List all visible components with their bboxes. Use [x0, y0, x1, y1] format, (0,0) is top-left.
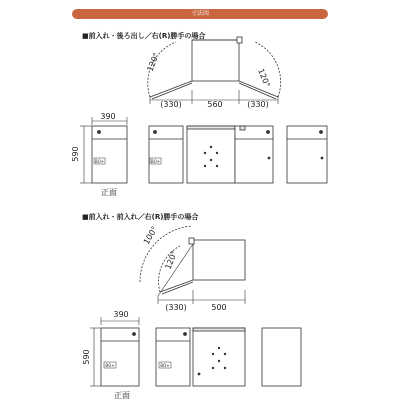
section2-title: ■前入れ・前入れ／右(R)勝手の場合: [82, 213, 199, 221]
label-plate-icon-3: BO+: [105, 363, 115, 368]
label-plate-icon-4: BO+: [160, 363, 170, 368]
plan-view-2: [140, 226, 245, 296]
angle-outer-label: 100°: [141, 224, 160, 246]
dim-330-2: (330): [165, 303, 187, 312]
open-view-2: [193, 328, 245, 386]
dim-560: 560: [207, 100, 223, 109]
front-caption-1: 正面: [101, 188, 117, 197]
right-door: [239, 81, 278, 97]
plan-box: [192, 40, 239, 81]
dim-500: 500: [211, 303, 227, 312]
label-plate-icon: BO+: [94, 159, 105, 164]
height-590-label-2: 590: [82, 349, 91, 365]
front-caption-2: 正面: [114, 391, 130, 400]
height-590-label: 590: [71, 146, 80, 162]
left-door: [150, 81, 192, 97]
angle-right-label: 120°: [256, 67, 272, 89]
label-plate-icon-2: BO+: [150, 159, 161, 164]
angle-left-label: 120°: [145, 51, 162, 73]
dim-right-330: (330): [247, 100, 269, 109]
width-390-label: 390: [100, 112, 116, 121]
header-title: 寸法図: [190, 10, 209, 17]
section1-title: ■前入れ・後ろ出し／右(R)勝手の場合: [82, 32, 206, 40]
front-view-1: [92, 126, 127, 183]
front-view-2: [101, 328, 139, 386]
dim-left-330: (330): [160, 100, 182, 109]
open-view-1: [187, 126, 273, 183]
plan-box-2: [193, 240, 245, 280]
back-view-2: [262, 328, 301, 386]
angle-inner-label: 120°: [163, 249, 180, 271]
width-390-label-2: 390: [113, 310, 129, 319]
side-view-2: [156, 328, 190, 386]
side-view-1: [149, 126, 183, 183]
plan-dims-2: [158, 290, 245, 304]
back-view-1: [287, 126, 327, 183]
